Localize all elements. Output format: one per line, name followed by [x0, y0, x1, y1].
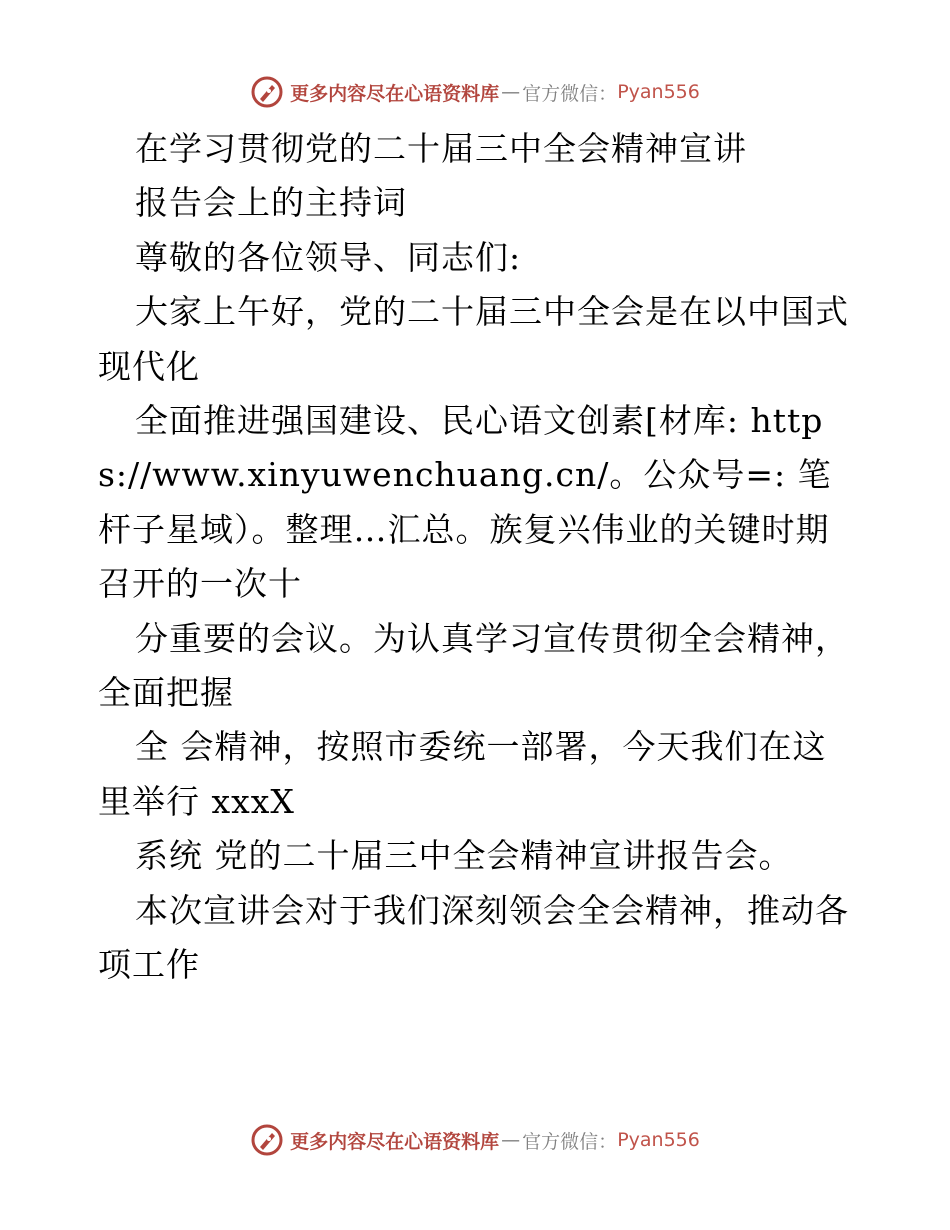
- paragraph: 大家上午好，党的二十届三中全会是在以中国式现代化: [98, 292, 849, 386]
- document-title-line-1: 在学习贯彻党的二十届三中全会精神宣讲: [135, 129, 747, 168]
- paragraph: 分重要的会议。为认真学习宣传贯彻全会精神，全面把握: [98, 618, 849, 713]
- paragraph: 全面推进强国建设、民心语文创素[材库: https://www.xinyuwenchuang.cn/。公众号=: 笔杆子星域）。整理…汇总。族复兴伟业的关键时期召开的一次十: [98, 401, 832, 604]
- watermark-separator: —: [501, 81, 521, 103]
- paragraph: 全 会精神，按照市委统一部署，今天我们在这里举行 xxxX: [98, 727, 827, 821]
- footer-watermark: [0, 1120, 950, 1160]
- watermark-site-text: 更多内容尽在心语资料库: [290, 82, 500, 105]
- watermark-contact-id: Pyan556: [617, 81, 700, 103]
- header-watermark: [0, 72, 950, 112]
- watermark-site-text: 更多内容尽在心语资料库: [290, 1130, 500, 1153]
- watermark-contact-label: 官方微信：: [522, 1130, 618, 1153]
- pen-nib-logo-icon: [250, 1123, 284, 1157]
- watermark-contact-label: 官方微信：: [522, 82, 618, 105]
- watermark-separator: —: [501, 1129, 521, 1151]
- paragraph: 本次宣讲会对于我们深刻领会全会精神，推动各项工作: [98, 890, 849, 985]
- pen-nib-logo-icon: [250, 75, 284, 109]
- salutation: 尊敬的各位领导、同志们:: [135, 237, 522, 277]
- paragraph: 系统 党的二十届三中全会精神宣讲报告会。: [135, 836, 793, 876]
- watermark-contact-id: Pyan556: [617, 1129, 700, 1151]
- document-body: [98, 122, 858, 993]
- document-title-line-2: 报告会上的主持词: [135, 183, 407, 223]
